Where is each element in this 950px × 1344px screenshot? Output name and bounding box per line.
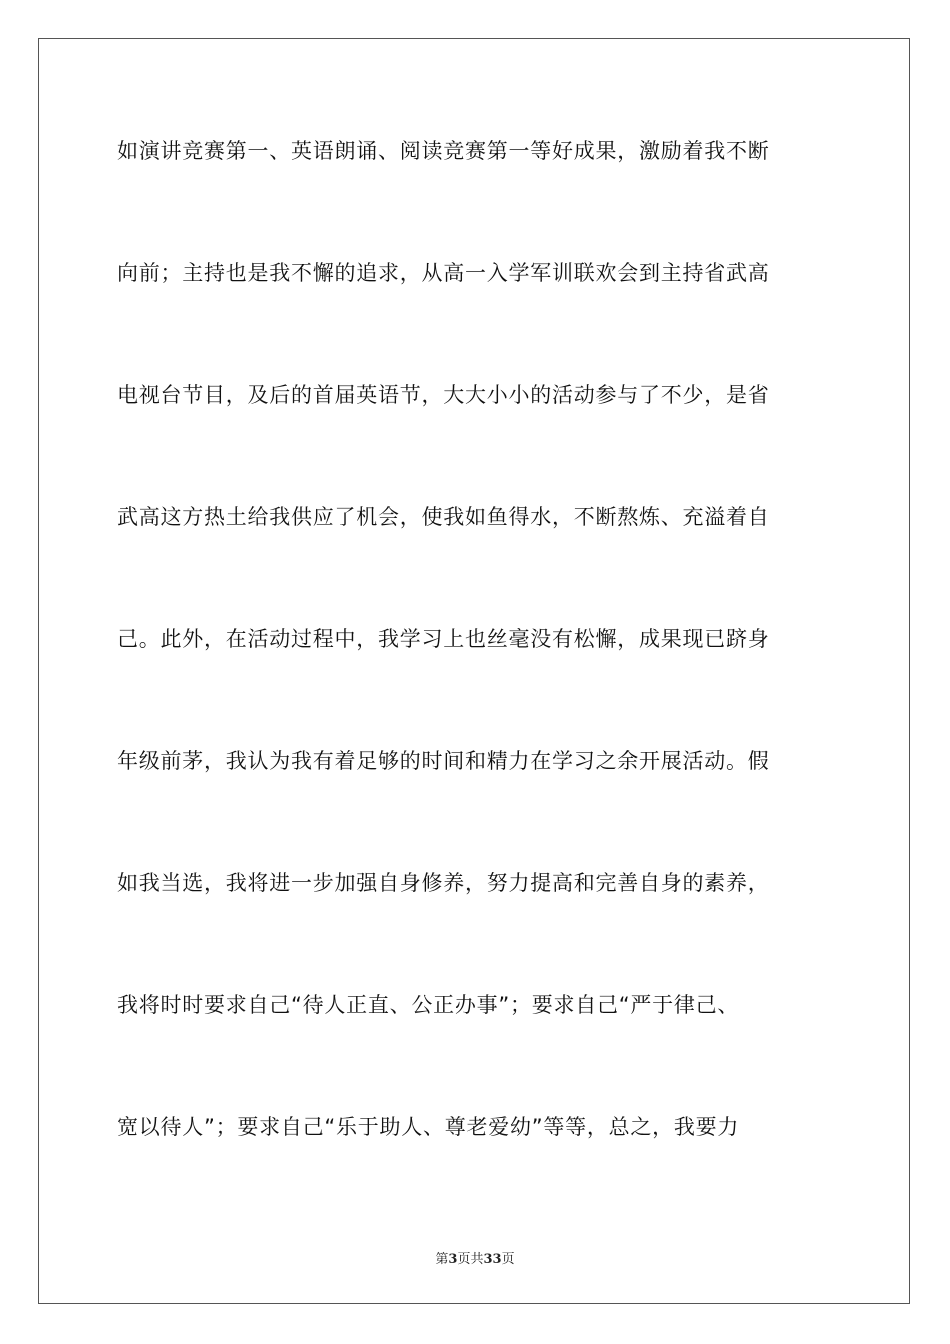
total-pages: 33	[483, 1252, 502, 1267]
total-prefix: 共	[470, 1252, 484, 1267]
document-body	[117, 129, 837, 1227]
page-prefix: 第	[435, 1252, 449, 1267]
text-line: 如我当选，我将进一步加强自身修养，努力提高和完善自身的素养，	[117, 871, 770, 895]
page-suffix: 页	[457, 1252, 471, 1267]
text-line: 电视台节目，及后的首届英语节，大大小小的活动参与了不少，是省	[117, 383, 770, 407]
text-line: 向前；主持也是我不懈的追求，从高一入学军训联欢会到主持省武高	[117, 261, 770, 285]
text-line: 武高这方热土给我供应了机会，使我如鱼得水，不断熬炼、充溢着自	[117, 505, 770, 529]
text-line: 己。此外，在活动过程中，我学习上也丝毫没有松懈，成果现已跻身	[117, 627, 770, 651]
text-line: 我将时时要求自己“待人正直、公正办事”；要求自己“严于律己、	[117, 993, 740, 1017]
page-footer	[0, 1248, 950, 1267]
page-number: 3	[448, 1252, 458, 1267]
text-line: 如演讲竞赛第一、英语朗诵、阅读竞赛第一等好成果，激励着我不断	[117, 139, 770, 163]
total-suffix: 页	[501, 1252, 515, 1267]
text-line: 年级前茅，我认为我有着足够的时间和精力在学习之余开展活动。假	[117, 749, 770, 773]
text-line: 宽以待人”；要求自己“乐于助人、尊老爱幼”等等，总之，我要力	[117, 1115, 740, 1139]
